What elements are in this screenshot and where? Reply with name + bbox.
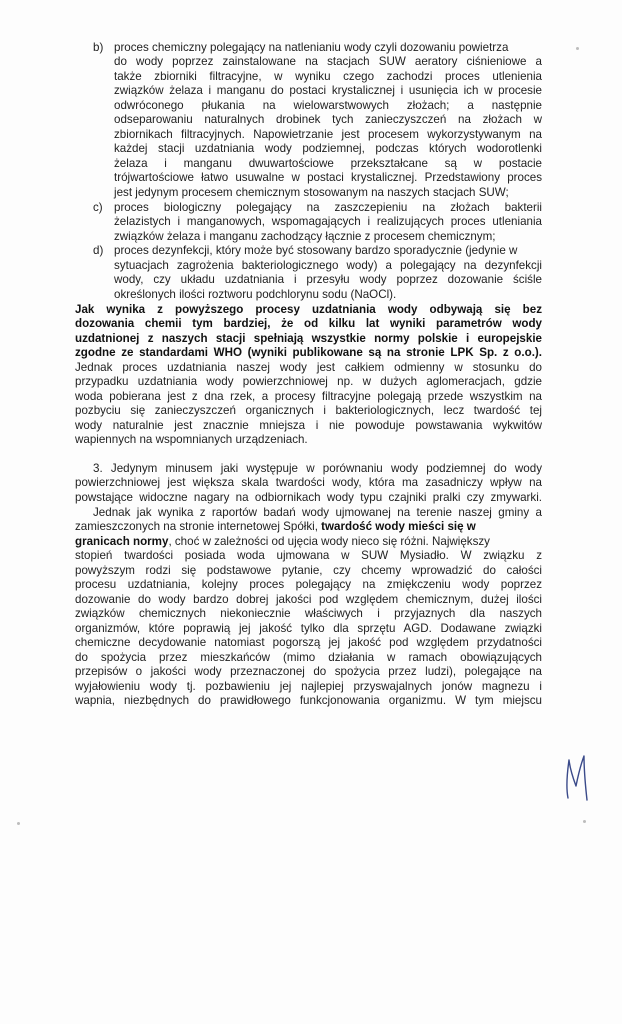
bold-line-1: Jak wynika z powyższego procesy uzdatniania wody odbywają się bez xyxy=(75,303,542,316)
p4-line-3 xyxy=(75,535,542,549)
p4-line-10: chemiczne decydowanie natomiast pogorszą jej jakość pod względem przydatności xyxy=(75,636,542,649)
p3-line-2: powierzchniowej jest większa skala twardości wody, która ma zasadniczy wpływ na xyxy=(75,476,542,489)
item-b-line-1: proces chemiczny polegający na natlenianiu wody czyli dozowaniu powietrza xyxy=(114,41,509,54)
item-b-line-8: każdej stacji uzdatniania wody podziemnej, podczas których wodorotlenki xyxy=(114,142,542,155)
p3-line-3: powstające widoczne nagary na odbiornikach wody typu czajniki pralki czy zmywarki. xyxy=(75,491,542,504)
scan-speck xyxy=(17,822,20,825)
item-b-line-9: żelaza i manganu dwuwartościowe przekształcane są w postacie xyxy=(114,157,542,170)
p3-line-1: 3. Jedynym minusem jaki występuje w porównaniu wody podziemnej do wody xyxy=(93,462,542,475)
p4-line-6: procesu uzdatniania, kolejny proces polegający na zmiękczeniu wody poprzez xyxy=(75,578,542,591)
list-marker-c: c) xyxy=(93,201,103,214)
p4-line-14: wapnia, niezbędnych do prawidłowego funkcjonowania organizmu. W tym miejscu xyxy=(75,694,542,707)
p1-line-5: wody naturalnie jest znacznie mniejsza i nie powoduje powstawania wykwitów xyxy=(75,419,542,432)
item-b-line-5: odwróconego płukania na wielowarstwowych złożach; a następnie xyxy=(114,99,542,112)
p4-line-11: do spożycia przez mieszkańców (mimo działania w ramach obowiązujących xyxy=(75,651,542,664)
bold-line-3: uzdatnionej z naszych stacji spełniają wszystkie normy polskie i europejskie xyxy=(75,332,542,345)
item-c-line-3: związków żelaza i manganu zachodzący łącznie z procesem chemicznym; xyxy=(114,230,496,243)
item-c-line-2: żelazistych i manganowych, wspomagających i realizujących proces utleniania xyxy=(114,215,542,228)
p1-line-4: pozbyciu się zanieczyszczeń organicznych i bakteriologicznych, lecz twardość tej xyxy=(75,404,542,417)
bold-line-4: zgodne ze standardami WHO (wyniki publikowane są na stronie LPK Sp. z o.o.). xyxy=(75,346,542,359)
p1-line-1: Jednak proces uzdatniania naszej wody jest całkiem odmienny w stosunku do xyxy=(75,361,542,374)
item-b-line-4: związków żelaza i manganu do postaci krystalicznej i usunięcia ich w procesie xyxy=(114,84,542,97)
p4-line-2-bold: twardość wody mieści się w xyxy=(321,520,476,533)
item-b-line-3: także zbiorniki filtracyjne, w wyniku czego zachodzi proces utlenienia xyxy=(114,70,542,83)
item-b-line-2: do wody poprzez zainstalowane na stacjach SUW aeratory ciśnieniowe a xyxy=(114,55,542,68)
scan-speck xyxy=(576,47,579,50)
p1-line-6: wapiennych na wspomnianych urządzeniach. xyxy=(75,433,308,446)
p4-line-13: wyjałowieniu wody tj. pozbawieniu jej najlepiej przyswajalnych jonów magnezu i xyxy=(75,680,542,693)
item-d-line-2: sytuacjach zagrożenia bakteriologicznego wody) a polegający na dezynfekcji xyxy=(114,259,542,272)
handwritten-initials xyxy=(562,748,592,804)
item-d-line-3: wody, czy układu uzdatniania i przesyłu wody poprzez dozowanie ściśle xyxy=(114,273,542,286)
item-d-line-4: określonych ilości roztworu podchlorynu sodu (NaOCl). xyxy=(114,288,397,301)
item-b-line-10: trójwartościowe łatwo usuwalne w postaci krystalicznej. Przedstawiony proces xyxy=(114,171,542,184)
p4-line-3-bold: granicach normy xyxy=(75,535,169,548)
list-marker-d: d) xyxy=(93,244,104,257)
p4-line-9: organizmów, które poprawią jej jakość tylko dla sprzętu AGD. Dodawane związki xyxy=(75,622,542,635)
scan-speck xyxy=(583,820,586,823)
bold-line-2: dozowania chemii tym bardziej, że od kilku lat wyniki parametrów wody xyxy=(75,317,542,330)
p1-line-3: woda pobierana jest z dna rzek, a procesy filtracyjne polegają przede wszystkim na xyxy=(75,390,542,403)
p4-line-3-plain: , choć w zależności od ujęcia wody nieco się różni. Największy xyxy=(168,535,490,548)
p4-line-4: stopień twardości posiada woda ujmowana w SUW Mysiadło. W związku z xyxy=(75,549,542,562)
p4-line-12: przepisów o jakości wody przeznaczonej do spożycia przez ludzi), polegające na xyxy=(75,665,542,678)
item-d-line-1: proces dezynfekcji, który może być stosowany bardzo sporadycznie (jedynie w xyxy=(114,244,518,257)
list-marker-b: b) xyxy=(93,41,104,54)
item-c-line-1: proces biologiczny polegający na zaszczepieniu na złożach bakterii xyxy=(114,201,542,214)
p4-line-7: dozowanie do wody bardzo dobrej jakości pod względem chemicznym, dużej ilości xyxy=(75,593,542,606)
p4-line-5: powyższym rodzi się podstawowe pytanie, czy chcemy wprowadzić do całości xyxy=(75,564,542,577)
item-b-line-7: zbiornikach filtracyjnych. Napowietrzanie jest procesem wykorzystywanym na xyxy=(114,128,542,141)
p4-line-2 xyxy=(75,520,542,534)
p4-line-1: Jednak jak wynika z raportów badań wody ujmowanej na terenie naszej gminy a xyxy=(93,506,542,519)
item-b-line-11: jest jedynym procesem chemicznym stosowanym na naszych stacjach SUW; xyxy=(114,186,509,199)
p1-line-2: przypadku uzdatniania wody powierzchniowej np. w dużych aglomeracjach, gdzie xyxy=(75,375,542,388)
p4-line-2-plain: zamieszczonych na stronie internetowej Spółki, xyxy=(75,520,322,533)
item-b-line-6: odseparowaniu naturalnych drobinek tych zanieczyszczeń na złożach w xyxy=(114,113,542,126)
p4-line-8: związków chemicznych niekoniecznie właściwych i przyjaznych dla naszych xyxy=(75,607,542,620)
